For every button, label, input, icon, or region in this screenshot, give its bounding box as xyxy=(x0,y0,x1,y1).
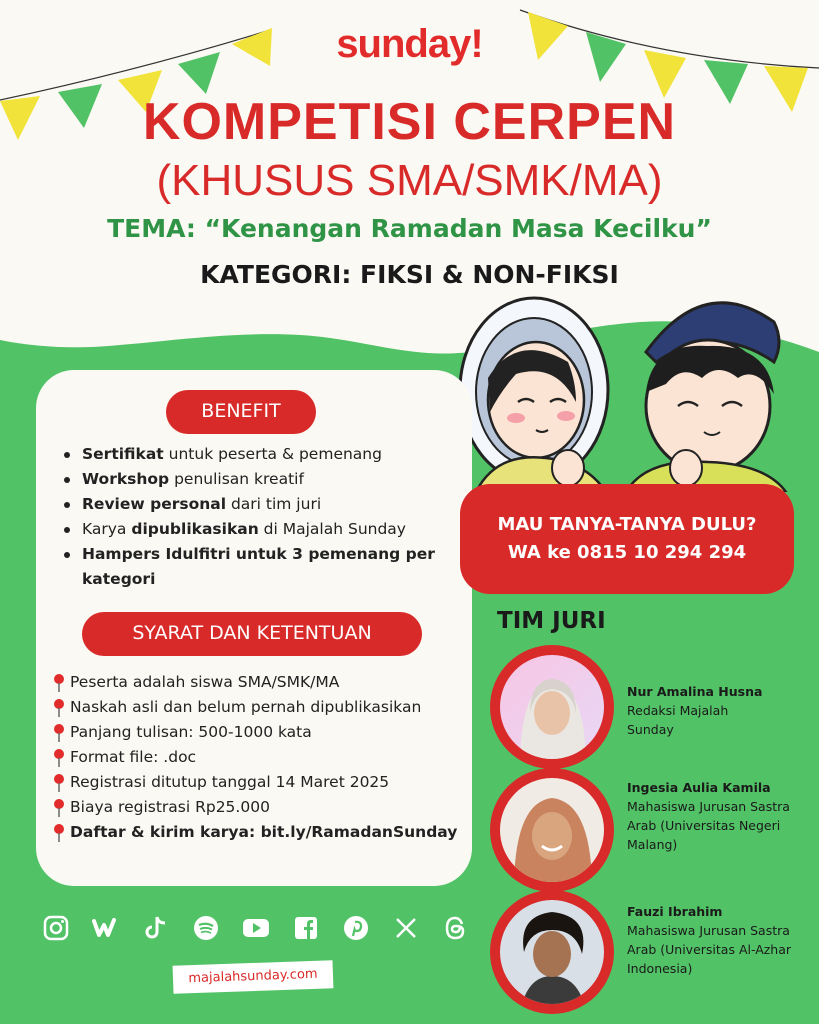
judge-photo-2 xyxy=(490,768,614,892)
contact-box[interactable] xyxy=(460,484,794,594)
syarat-item-register: Daftar & kirim karya: bit.ly/RamadanSunday xyxy=(52,820,472,845)
judge-info-1 xyxy=(627,682,817,739)
page-subtitle: (KHUSUS SMA/SMK/MA) xyxy=(156,156,663,205)
avatar xyxy=(500,900,604,1004)
syarat-item: Biaya registrasi Rp25.000 xyxy=(52,795,472,820)
category-text: KATEGORI: FIKSI & NON-FIKSI xyxy=(200,260,619,289)
benefit-item: Review personal dari tim juri xyxy=(60,492,460,517)
judge-name: Ingesia Aulia Kamila xyxy=(627,780,771,795)
spotify-icon[interactable] xyxy=(190,910,222,946)
judge-role: Mahasiswa Jurusan Sastra Arab (Universitas Al-Azhar Indonesia) xyxy=(627,923,792,976)
wattpad-icon[interactable] xyxy=(90,910,122,946)
pin-icon xyxy=(52,698,66,718)
syarat-item: Format file: .doc xyxy=(52,745,472,770)
syarat-heading: SYARAT DAN KETENTUAN xyxy=(82,612,422,656)
benefit-item: Sertifikat untuk peserta & pemenang xyxy=(60,442,460,467)
threads-icon[interactable] xyxy=(440,910,472,946)
judge-name: Nur Amalina Husna xyxy=(627,684,763,699)
benefit-item: Hampers Idulfitri untuk 3 pemenang per kategori xyxy=(60,542,460,592)
page-title: KOMPETISI CERPEN xyxy=(142,93,677,151)
judge-info-3 xyxy=(627,902,817,978)
pin-icon xyxy=(52,748,66,768)
tiktok-icon[interactable] xyxy=(140,910,172,946)
youtube-icon[interactable] xyxy=(240,910,272,946)
pin-icon xyxy=(52,823,66,843)
facebook-icon[interactable] xyxy=(290,910,322,946)
sunday-logo: sunday! xyxy=(336,22,483,66)
judge-name: Fauzi Ibrahim xyxy=(627,904,723,919)
social-icons xyxy=(40,910,472,946)
contact-line1: MAU TANYA-TANYA DULU? xyxy=(497,514,757,535)
website-link[interactable]: majalahsunday.com xyxy=(173,960,334,994)
syarat-item: Registrasi ditutup tanggal 14 Maret 2025 xyxy=(52,770,472,795)
syarat-item: Naskah asli dan belum pernah dipublikasikan xyxy=(52,695,472,720)
benefit-item: Workshop penulisan kreatif xyxy=(60,467,460,492)
benefit-item: Karya dipublikasikan di Majalah Sunday xyxy=(60,517,460,542)
theme-text: TEMA: “Kenangan Ramadan Masa Kecilku” xyxy=(107,214,712,243)
judge-role: Mahasiswa Jurusan Sastra Arab (Universitas Negeri Malang) xyxy=(627,799,790,852)
judges-heading: TIM JURI xyxy=(497,608,606,634)
judge-photo-1 xyxy=(490,645,614,769)
judge-photo-3 xyxy=(490,890,614,1014)
kids-illustration xyxy=(456,282,796,492)
syarat-list xyxy=(52,670,472,845)
pin-icon xyxy=(52,773,66,793)
pinterest-icon[interactable] xyxy=(340,910,372,946)
avatar xyxy=(500,778,604,882)
benefit-heading: BENEFIT xyxy=(166,390,316,434)
pin-icon xyxy=(52,723,66,743)
contact-line2: WA ke 0815 10 294 294 xyxy=(507,542,747,563)
instagram-icon[interactable] xyxy=(40,910,72,946)
syarat-item: Peserta adalah siswa SMA/SMK/MA xyxy=(52,670,472,695)
judge-role: Redaksi Majalah Sunday xyxy=(627,703,729,737)
pin-icon xyxy=(52,798,66,818)
judge-info-2 xyxy=(627,778,817,854)
benefit-list xyxy=(60,442,460,592)
avatar xyxy=(500,655,604,759)
x-icon[interactable] xyxy=(390,910,422,946)
pin-icon xyxy=(52,673,66,693)
syarat-item: Panjang tulisan: 500-1000 kata xyxy=(52,720,472,745)
